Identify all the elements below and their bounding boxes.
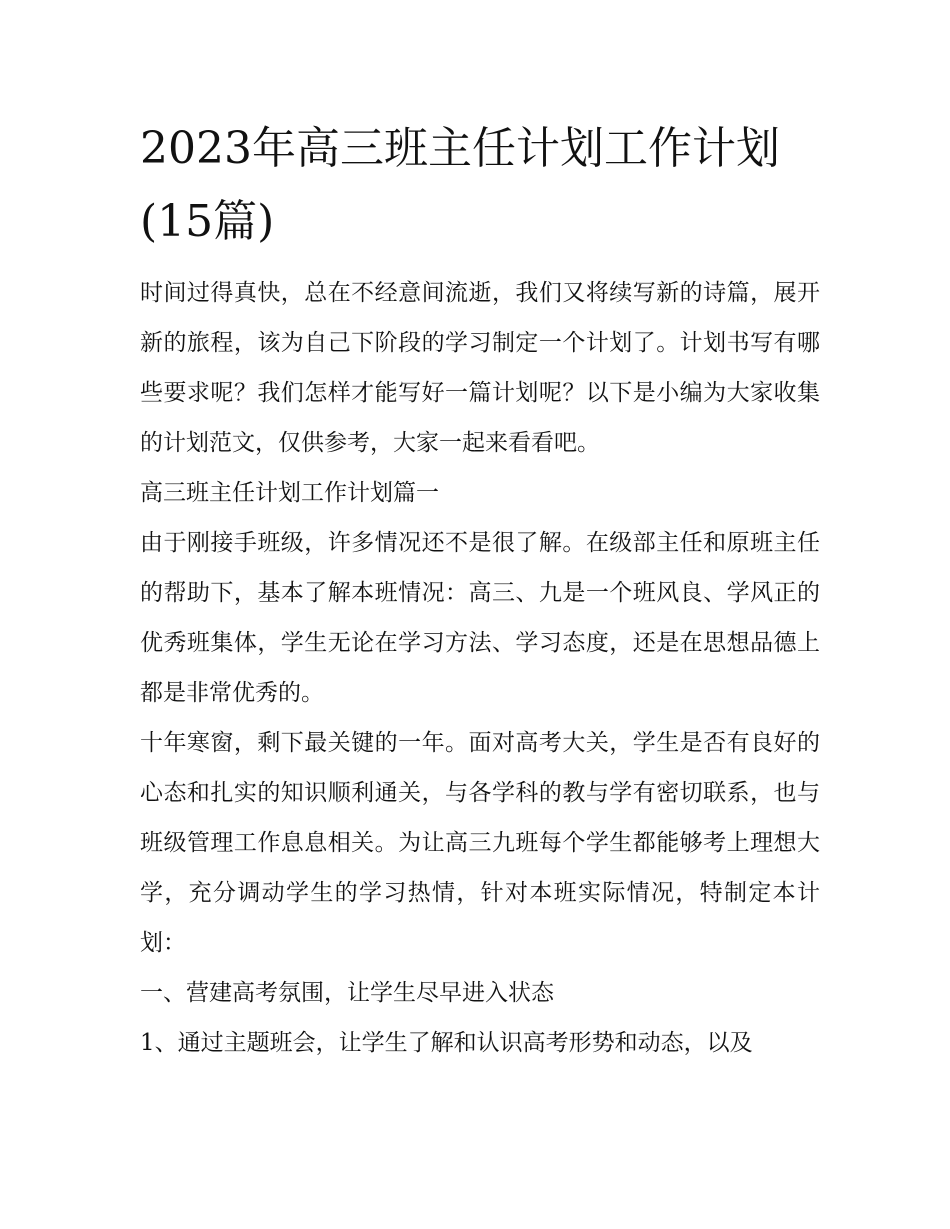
document-page bbox=[140, 112, 820, 1068]
document-title: 2023年高三班主任计划工作计划(15篇) bbox=[140, 123, 780, 247]
body-paragraph-3: 1、通过主题班会，让学生了解和认识高考形势和动态，以及 bbox=[140, 1030, 753, 1056]
body-paragraph-1: 由于刚接手班级，许多情况还不是很了解。在级部主任和原班主任的帮助下，基本了解本班情况：高三、九是一个班风良、学风正的优秀班集体，学生无论在学习方法、学习态度，还是在思想品德上都是非常优秀的。 bbox=[140, 530, 820, 706]
body-paragraph-2: 十年寒窗，剩下最关键的一年。面对高考大关，学生是否有良好的心态和扎实的知识顺利通关，与各学科的教与学有密切联系，也与班级管理工作息息相关。为让高三九班每个学生都能够考上理想大学，充分调动学生的学习热情，针对本班实际情况，特制定本计划： bbox=[140, 730, 820, 956]
intro-paragraph: 时间过得真快，总在不经意间流逝，我们又将续写新的诗篇，展开新的旅程，该为自己下阶段的学习制定一个计划了。计划书写有哪些要求呢？我们怎样才能写好一篇计划呢？以下是小编为大家收集的计划范文，仅供参考，大家一起来看看吧。 bbox=[140, 280, 820, 456]
section-heading-1: 高三班主任计划工作计划篇一 bbox=[140, 480, 439, 506]
section-heading-2: 一、营建高考氛围，让学生尽早进入状态 bbox=[140, 980, 554, 1006]
